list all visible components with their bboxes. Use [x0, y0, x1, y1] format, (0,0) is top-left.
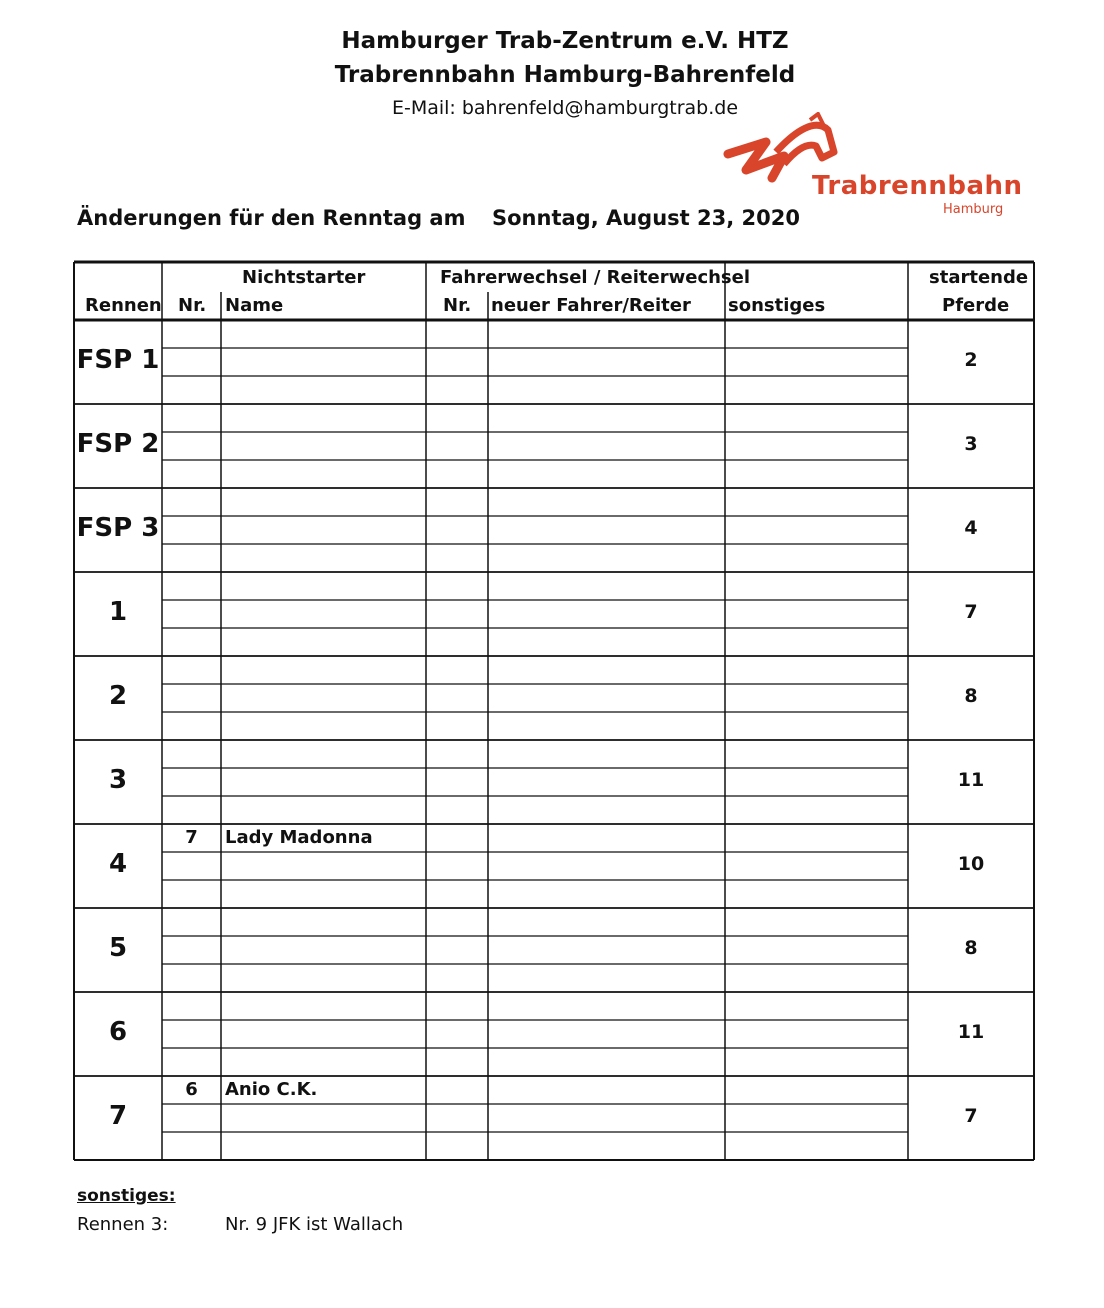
header-nr-2: Nr.	[443, 295, 472, 316]
starters-count: 11	[957, 1021, 985, 1043]
header-name: Name	[225, 295, 284, 316]
race-label: 5	[108, 933, 128, 963]
header-neuer-fahrer: neuer Fahrer/Reiter	[491, 295, 691, 316]
starters-count: 7	[964, 1105, 978, 1127]
nonstarter-name: Anio C.K.	[225, 1079, 318, 1100]
race-label: 3	[108, 765, 128, 795]
starters-count: 4	[964, 517, 978, 539]
nonstarter-name: Lady Madonna	[225, 827, 373, 848]
starters-count: 11	[957, 769, 985, 791]
race-label: FSP 2	[76, 429, 160, 459]
race-label: 2	[108, 681, 128, 711]
starters-count: 3	[964, 433, 978, 455]
race-label: FSP 1	[76, 345, 160, 375]
header-nichtstarter: Nichtstarter	[242, 267, 366, 288]
email-line: E-Mail: bahrenfeld@hamburgtrab.de	[391, 97, 739, 119]
header-fahrerwechsel: Fahrerwechsel / Reiterwechsel	[440, 267, 751, 288]
logo-wordmark: Trabrennbahn	[812, 171, 1023, 201]
venue-title: Trabrennbahn Hamburg-Bahrenfeld	[334, 62, 796, 88]
starters-count: 2	[964, 349, 978, 371]
header-nr: Nr.	[178, 295, 207, 316]
footer-heading: sonstiges:	[77, 1186, 176, 1206]
header-startende: startende	[929, 267, 1029, 288]
header-sonstiges: sonstiges	[728, 295, 826, 316]
race-label: FSP 3	[76, 513, 160, 543]
race-label: 6	[108, 1017, 128, 1047]
changes-label: Änderungen für den Renntag am	[77, 206, 466, 230]
header-pferde: Pferde	[942, 295, 1010, 316]
race-label: 4	[108, 849, 128, 879]
footer-race-label: Rennen 3:	[77, 1214, 169, 1235]
org-title: Hamburger Trab-Zentrum e.V. HTZ	[341, 28, 789, 54]
nonstarter-nr: 7	[185, 827, 198, 848]
starters-count: 8	[964, 685, 978, 707]
footer-note: Nr. 9 JFK ist Wallach	[225, 1214, 404, 1235]
race-label: 7	[108, 1101, 128, 1131]
header-rennen: Rennen	[85, 295, 162, 316]
race-date: Sonntag, August 23, 2020	[492, 206, 800, 230]
starters-count: 8	[964, 937, 978, 959]
race-label: 1	[108, 597, 128, 627]
starters-count: 7	[964, 601, 978, 623]
logo-city: Hamburg	[943, 202, 1004, 217]
nonstarter-nr: 6	[185, 1079, 198, 1100]
starters-count: 10	[957, 853, 985, 875]
